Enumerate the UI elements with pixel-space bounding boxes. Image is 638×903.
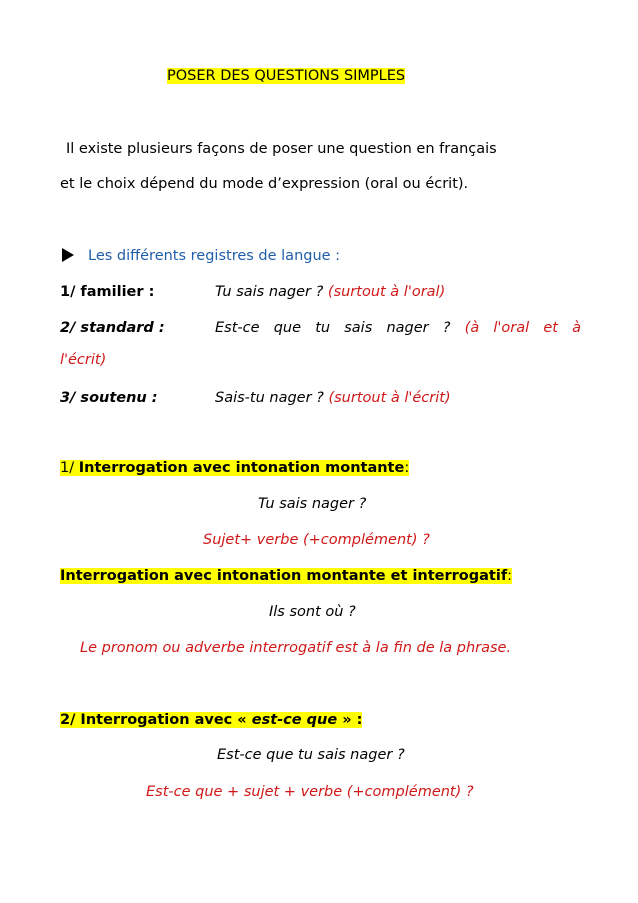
section1-colon: : [404, 460, 410, 476]
register-example-text-3: Sais-tu nager ? [215, 390, 324, 406]
section1-rule: Sujet+ verbe (+complément) ? [203, 532, 430, 548]
register-note-1: (surtout à l'oral) [327, 284, 446, 300]
section1-example2: Ils sont où ? [269, 604, 356, 620]
register-example-1 [215, 282, 445, 302]
register-label-2-text: 2/ standard : [60, 320, 165, 336]
registers-heading [62, 246, 340, 266]
section2-heading-prefix: 2/ Interrogation avec « [60, 712, 247, 728]
section1-number: 1/ [60, 460, 75, 476]
section2-heading-em: est-ce que [251, 712, 338, 728]
section2-example: Est-ce que tu sais nager ? [217, 747, 405, 763]
register-example-3 [215, 388, 451, 408]
section2-heading [60, 710, 362, 730]
register-note-2a: (à l'oral et à [464, 320, 581, 336]
registers-heading-text: Les différents registres de langue : [88, 248, 341, 264]
register-label-3 [60, 388, 158, 408]
section1-heading-text: Interrogation avec intonation montante [78, 460, 405, 476]
register-note-3: (surtout à l'écrit) [328, 390, 451, 406]
intro-line-1: Il existe plusieurs façons de poser une question en français [66, 141, 497, 157]
register-label-2 [60, 318, 165, 338]
section1-subheading-text: Interrogation avec intonation montante et interrogatif [60, 568, 508, 584]
section1-example: Tu sais nager ? [258, 496, 367, 512]
register-label-1: 1/ familier : [60, 284, 155, 300]
section2-heading-suffix: » : [342, 712, 363, 728]
section1-subheading-colon: : [507, 568, 513, 584]
register-note-2b: l'écrit) [60, 352, 107, 368]
page-title [167, 66, 405, 86]
section1-heading-highlight [60, 460, 409, 476]
register-example-text-2: Est-ce que tu sais nager ? [215, 320, 451, 336]
section1-subheading-highlight [60, 568, 512, 584]
intro-line-2: et le choix dépend du mode d’expression (oral ou écrit). [60, 176, 469, 192]
section1-subheading [60, 566, 512, 586]
section2-rule: Est-ce que + sujet + verbe (+complément) ? [146, 784, 474, 800]
section1-rule2: Le pronom ou adverbe interrogatif est à la fin de la phrase. [80, 640, 512, 656]
section2-heading-highlight [60, 712, 362, 728]
section1-heading [60, 458, 409, 478]
page-title-text: POSER DES QUESTIONS SIMPLES [167, 68, 406, 84]
register-label-3-text: 3/ soutenu : [60, 390, 158, 406]
register-example-text-1: Tu sais nager ? [215, 284, 324, 300]
arrow-right-icon [62, 248, 74, 262]
register-example-2 [215, 318, 581, 338]
